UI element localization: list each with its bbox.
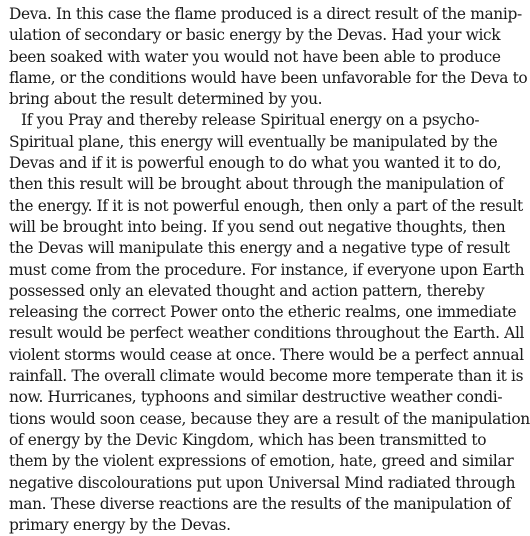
text-line: If you Pray and thereby release Spiritual energy on a psycho- xyxy=(21,111,480,130)
text-line: possessed only an elevated thought and action pattern, thereby xyxy=(9,281,485,300)
text-line: of energy by the Devic Kingdom, which has been transmitted to xyxy=(9,430,487,449)
text-line: them by the violent expressions of emotion, hate, greed and similar xyxy=(9,452,514,471)
text-line: now. Hurricanes, typhoons and similar destructive weather condi- xyxy=(9,388,503,407)
text-line: Devas and if it is powerful enough to do what you wanted it to do, xyxy=(9,154,502,173)
text-line: will be brought into being. If you send out negative thoughts, then xyxy=(9,217,506,236)
text-line: man. These diverse reactions are the results of the manipulation of xyxy=(9,494,511,513)
document-page xyxy=(9,4,530,536)
text-line: primary energy by the Devas. xyxy=(9,516,231,535)
text-line: Spiritual plane, this energy will eventually be manipulated by the xyxy=(9,132,498,151)
text-line: Deva. In this case the flame produced is a direct result of the manip- xyxy=(9,5,522,23)
text-line: flame, or the conditions would have been unfavorable for the Deva to xyxy=(9,68,528,87)
text-line: then this result will be brought about through the manipulation of xyxy=(9,175,504,194)
text-line: ulation of secondary or basic energy by the Devas. Had your wick xyxy=(9,26,501,45)
text-line: must come from the procedure. For instance, if everyone upon Earth xyxy=(9,260,525,279)
paragraph-1 xyxy=(9,4,528,110)
text-line: negative discolourations put upon Universal Mind radiated through xyxy=(9,473,516,492)
text-line: the Devas will manipulate this energy and a negative type of result xyxy=(9,239,510,258)
text-line: the energy. If it is not powerful enough, then only a part of the result xyxy=(9,196,523,215)
text-line: been soaked with water you would not have been able to produce xyxy=(9,47,501,66)
text-line: result would be perfect weather conditions throughout the Earth. All xyxy=(9,324,525,343)
text-line: rainfall. The overall climate would become more temperate than it is xyxy=(9,367,524,386)
text-line: bring about the result determined by you. xyxy=(9,90,323,109)
text-line: tions would soon cease, because they are a result of the manipulation xyxy=(9,409,530,428)
text-line: violent storms would cease at once. There would be a perfect annual xyxy=(9,345,524,364)
text-line: releasing the correct Power onto the etheric realms, one immediate xyxy=(9,303,517,322)
paragraph-2 xyxy=(9,110,530,536)
